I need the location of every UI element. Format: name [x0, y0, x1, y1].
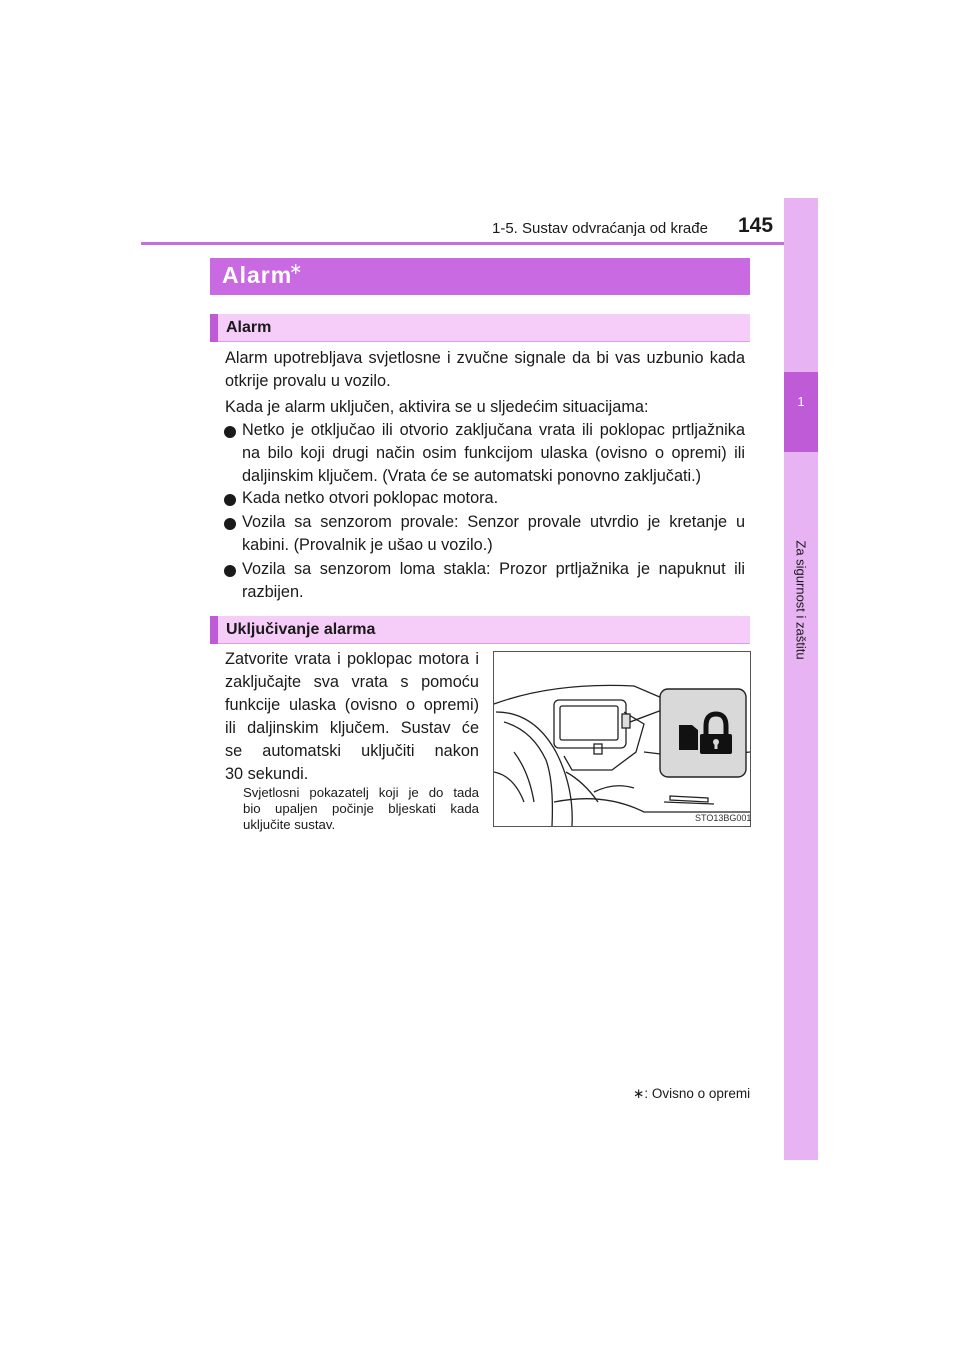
- side-tab-chapter-name: Za sigurnost i zaštitu: [793, 540, 809, 660]
- bullet-item: Vozila sa senzorom loma stakla: Prozor prtljažnika je napuknut ili razbijen.: [242, 560, 745, 601]
- section-heading-alarm: Alarm: [226, 319, 272, 336]
- lead-paragraph: Kada je alarm uključen, aktivira se u sljedećim situacijama:: [225, 398, 649, 416]
- activation-line: Zatvorite vrata i poklopac motora i: [225, 650, 479, 668]
- activation-line: zaključajte sva vrata s pomoću: [225, 673, 479, 691]
- header-rule: [141, 242, 818, 245]
- bullet-icon: [224, 565, 236, 577]
- note-line: bio upaljen počinje bljeskati kada: [243, 801, 479, 816]
- figure-code: STO13BG001: [695, 813, 752, 823]
- bullet-icon: [224, 494, 236, 506]
- note-line: Svjetlosni pokazatelj koji je do tada: [243, 785, 479, 800]
- page-title: Alarm: [222, 262, 293, 288]
- chapter-title: 1-5. Sustav odvraćanja od krađe: [492, 220, 708, 237]
- activation-line: funkcije ulaska (ovisno o opremi): [225, 696, 479, 714]
- security-indicator-icon: [660, 689, 746, 777]
- dashboard-illustration: [493, 651, 751, 827]
- side-tab-active: [784, 372, 818, 452]
- section-heading-accent: [210, 314, 218, 342]
- activation-line: se automatski uključiti nakon: [225, 742, 479, 760]
- footnote: [633, 1086, 750, 1102]
- side-tab: [784, 198, 818, 1160]
- intro-paragraph: Alarm upotrebljava svjetlosne i zvučne signale da bi vas uzbunio kada otkrije provalu u vozilo.: [225, 349, 745, 390]
- side-tab-chapter-number: 1: [797, 394, 805, 409]
- bullet-item: Netko je otključao ili otvorio zaključana vrata ili poklopac prtljažnika na bilo koji drugi način osim funkcijom ulaska (ovisno o opremi) ili daljinskim ključem. (Vrata će se automatski ponovno zaključati.): [242, 421, 745, 485]
- section-heading-accent: [210, 616, 218, 644]
- activation-line: ili daljinskim ključem. Sustav će: [225, 719, 479, 737]
- note-line: uključite sustav.: [243, 817, 336, 832]
- bullet-item: Kada netko otvori poklopac motora.: [242, 489, 499, 507]
- footnote-marker: ∗: [633, 1086, 645, 1101]
- footnote-text: : Ovisno o opremi: [644, 1086, 751, 1101]
- section-heading-bar: [210, 314, 750, 342]
- section-heading-activation: Uključivanje alarma: [226, 621, 376, 638]
- bullet-icon: [224, 518, 236, 530]
- page-number: 145: [738, 214, 774, 237]
- dashboard-drawing: [494, 652, 750, 826]
- title-footnote-marker: ∗: [289, 261, 303, 278]
- bullet-item: Vozila sa senzorom provale: Senzor provale utvrdio je kretanje u kabini. (Provalnik je ušao u vozilo.): [242, 513, 745, 554]
- activation-line: 30 sekundi.: [225, 765, 309, 783]
- bullet-icon: [224, 426, 236, 438]
